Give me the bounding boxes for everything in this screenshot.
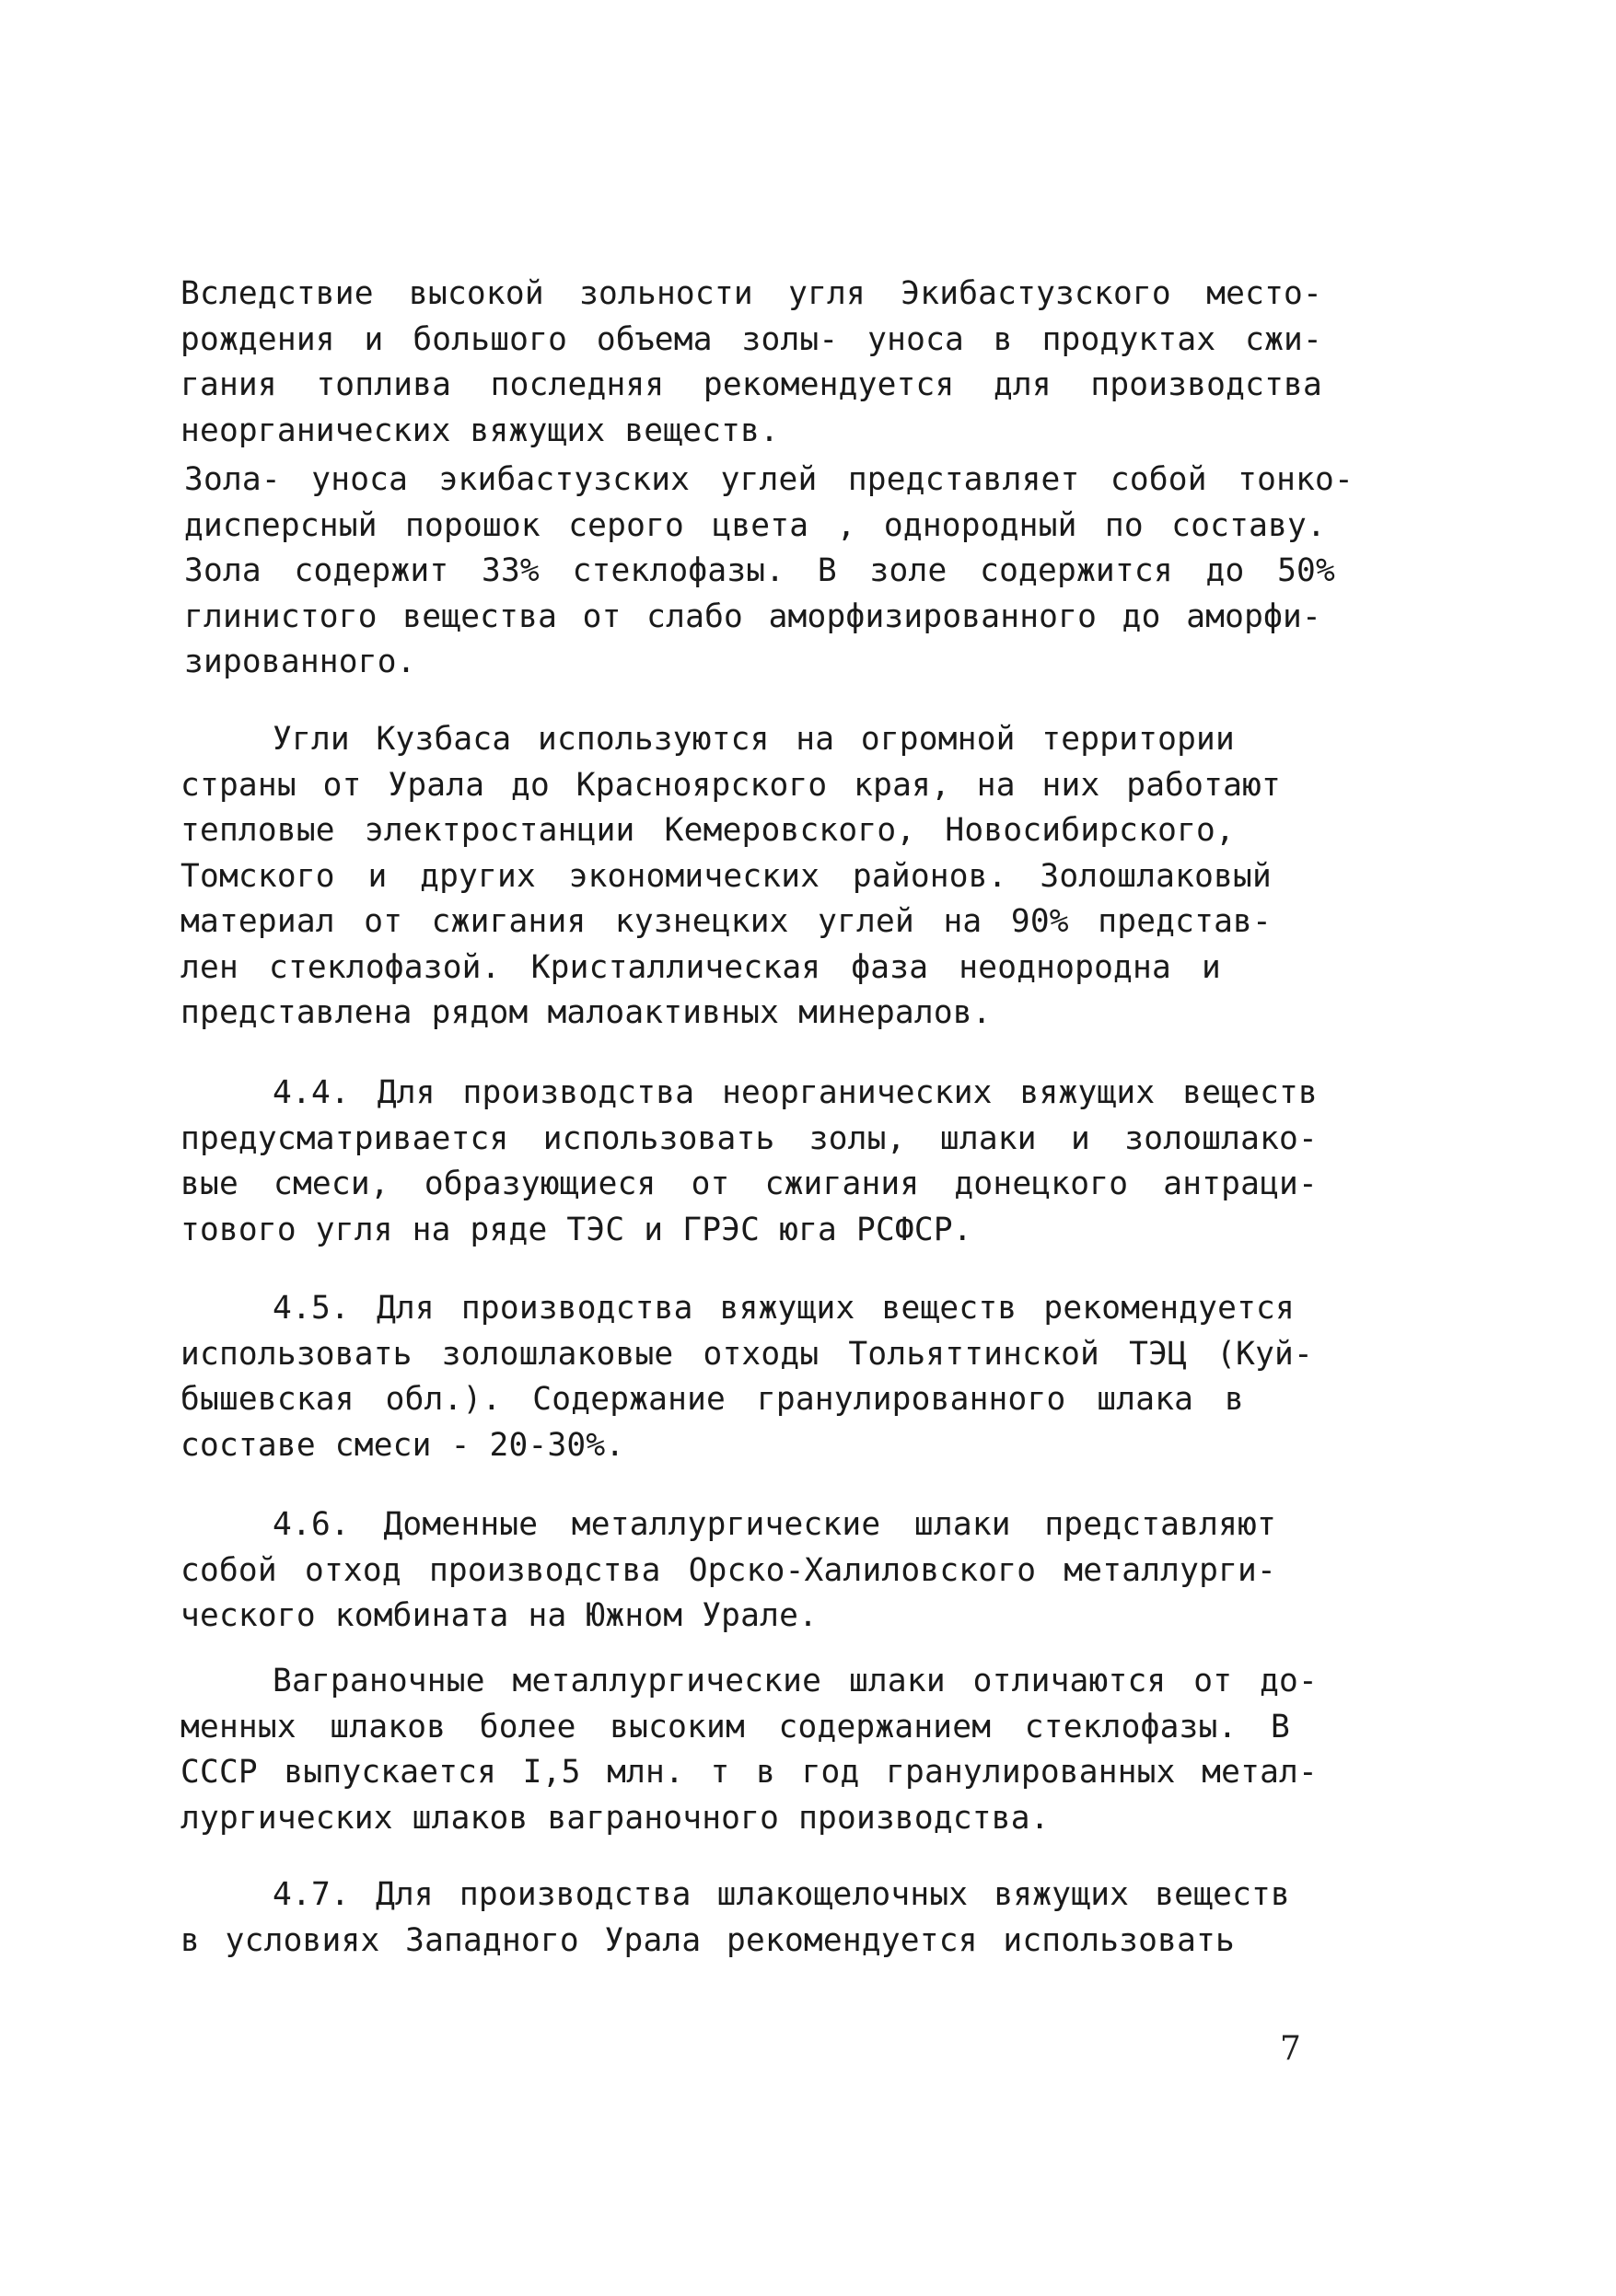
text-line: 4.4. Для производства неорганических вяжущих веществ: [273, 1074, 1318, 1111]
text-line: лен стеклофазой. Кристаллическая фаза неоднородна и: [180, 948, 1221, 986]
text-line: рождения и большого объема золы- уноса в продуктах сжи-: [180, 320, 1322, 358]
text-line: тепловые электростанции Кемеровского, Новосибирского,: [180, 812, 1235, 849]
text-line: 4.5. Для производства вяжущих веществ рекомендуется: [273, 1290, 1295, 1327]
text-line: тового угля на ряде ТЭС и ГРЭС юга РСФСР.: [180, 1211, 972, 1248]
text-line: Вследствие высокой зольности угля Экибастузского место-: [180, 275, 1322, 312]
text-line: лургических шлаков ваграночного производства.: [180, 1799, 1050, 1837]
text-line: неорганических вяжущих веществ.: [180, 412, 780, 449]
text-line: Зола- уноса экибастузских углей представляет собой тонко-: [184, 461, 1354, 498]
text-line: Угли Кузбаса используются на огромной территории: [273, 721, 1235, 758]
paragraph-4-5: [180, 1286, 1322, 1468]
text-line: собой отход производства Орско-Халиловского металлурги-: [180, 1551, 1276, 1589]
text-line: Томского и других экономических районов. Золошлаковый: [180, 857, 1272, 895]
paragraph-ekibastuz-ash: [184, 458, 1354, 686]
text-line: менных шлаков более высоким содержанием стеклофазы. В: [180, 1708, 1290, 1745]
text-line: Ваграночные металлургические шлаки отличаются от до-: [273, 1663, 1318, 1699]
text-line: бышевская обл.). Содержание гранулированного шлака в: [180, 1381, 1244, 1418]
text-line: дисперсный порошок серого цвета , однородный по составу.: [184, 506, 1326, 544]
text-line: использовать золошлаковые отходы Тольяттинской ТЭЦ (Куй-: [180, 1335, 1313, 1373]
paragraph-kuzbass: [180, 717, 1322, 1037]
text-line: Зола содержит 33% стеклофазы. В золе содержится до 50%: [184, 552, 1335, 589]
text-line: страны от Урала до Красноярского края, на них работают: [180, 766, 1281, 804]
text-line: материал от сжигания кузнецких углей на 90% представ-: [180, 903, 1272, 940]
text-line: в условиях Западного Урала рекомендуется использовать: [180, 1921, 1235, 1959]
text-line: составе смеси - 20-30%.: [180, 1426, 625, 1464]
text-line: вые смеси, образующиеся от сжигания донецкого антраци-: [180, 1165, 1318, 1202]
paragraph-4-7: [180, 1873, 1322, 1964]
text-line: ческого комбината на Южном Урале.: [180, 1597, 819, 1634]
paragraph-cupola-slags: [180, 1659, 1322, 1841]
text-line: предусматривается использовать золы, шлаки и золошлако-: [180, 1119, 1318, 1157]
text-line: зированного.: [184, 644, 416, 680]
page-number: 7: [1280, 2030, 1301, 2068]
paragraph-4-4: [180, 1071, 1322, 1253]
paragraph-ekibastuz-intro: [180, 272, 1322, 454]
text-line: гания топлива последняя рекомендуется для производства: [180, 366, 1322, 403]
text-line: представлена рядом малоактивных минералов.: [180, 994, 992, 1031]
text-line: СССР выпускается I,5 млн. т в год гранулированных метал-: [180, 1754, 1318, 1791]
paragraph-4-6: [180, 1502, 1322, 1640]
text-line: глинистого вещества от слабо аморфизированного до аморфи-: [184, 597, 1321, 635]
text-line: 4.7. Для производства шлакощелочных вяжущих веществ: [273, 1876, 1290, 1913]
text-line: 4.6. Доменные металлургические шлаки представляют: [273, 1506, 1276, 1543]
